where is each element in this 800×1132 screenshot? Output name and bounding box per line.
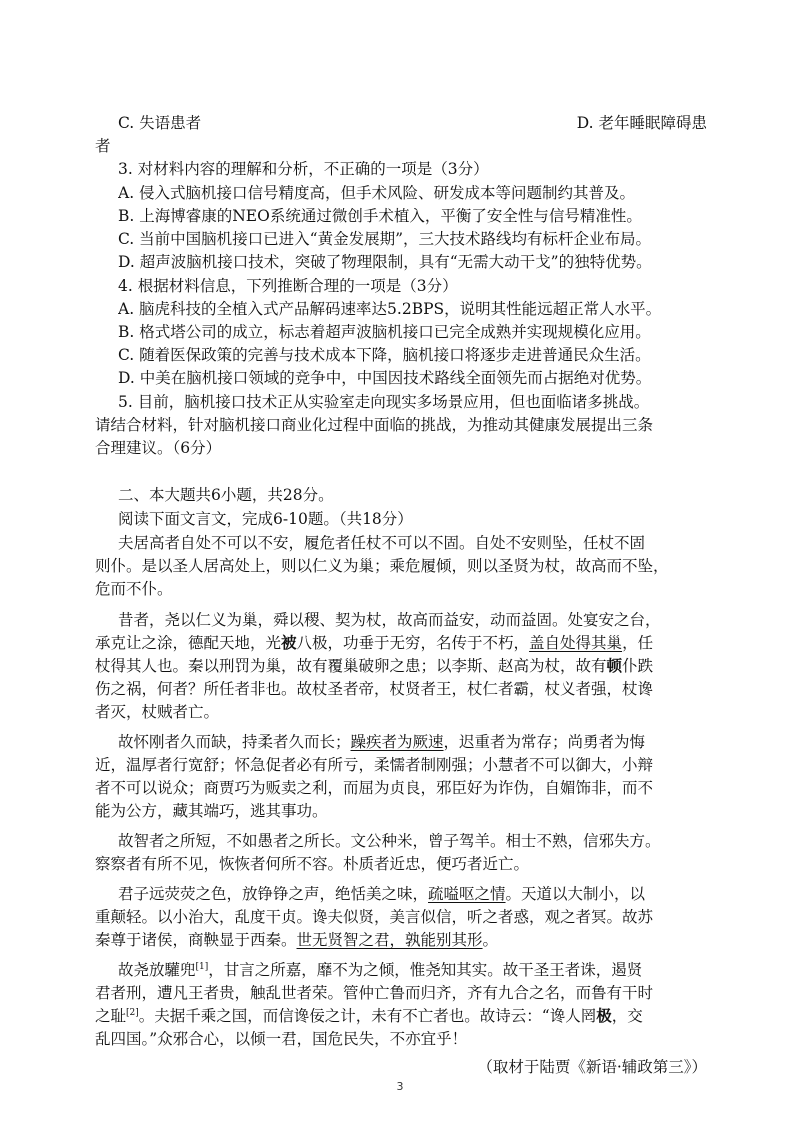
passage-p2-line-4: 伤之祸，何者？所任者非也。故杖圣者帝，杖贤者王，杖仁者霸，杖义者强，杖谗: [95, 680, 654, 698]
q2-option-d: D. 老年睡眠障碍患: [576, 114, 707, 132]
passage-p5-line-3: 秦尊于诸侯，商鞅显于西秦。世无贤智之君，孰能别其形。: [95, 931, 499, 949]
q5-line-3: 合理建议。（6分）: [95, 439, 222, 457]
q4-option-b: B. 格式塔公司的成立，标志着超声波脑机接口已完全成熟并实现规模化应用。: [118, 323, 651, 341]
q5-line-1: 5. 目前，脑机接口技术正从实验室走向现实多场景应用，但也面临诸多挑战。: [118, 393, 650, 411]
passage-p5-line-2: 重颠轻。以小治大，乱度干贞。谗夫似贤，美言似信，听之者惑，观之者冥。故苏: [95, 908, 654, 926]
q3-option-d: D. 超声波脑机接口技术，突破了物理限制，具有“无需大动干戈”的独特优势。: [118, 253, 652, 271]
q4-option-a: A. 脑虎科技的全植入式产品解码速率达5.2BPS，说明其性能远超正常人水平。: [118, 300, 662, 318]
q4-option-c: C. 随着医保政策的完善与技术成本下降，脑机接口将逐步走进普通民众生活。: [118, 346, 651, 364]
bold-char-ji: 极: [596, 1006, 612, 1025]
passage-p2-line-2: 承克让之涂，德配天地，光被八极，功垂于无穷，名传于不朽，盖自处得其巢，任: [95, 633, 654, 652]
passage-p3-line-3: 者不可以说众；商贾巧为贩卖之利，而屈为贞良，邪臣好为诈伪，自媚饰非，而不: [95, 779, 654, 797]
underlined-phrase-3: 疏嗌呕之情: [428, 885, 506, 903]
passage-p4-line-1: 故智者之所短，不如愚者之所长。文公种米，曾子驾羊。相士不熟，信邪失方。: [118, 832, 661, 850]
q3-option-c: C. 当前中国脑机接口已进入“黄金发展期”，三大技术路线均有标杆企业布局。: [118, 230, 652, 248]
q3-option-b: B. 上海博睿康的NEO系统通过微创手术植入，平衡了安全性与信号精准性。: [118, 207, 642, 225]
passage-p1-line-1: 夫居高者自处不可以不安，履危者任杖不可以不固。自处不安则坠，任杖不固: [118, 534, 646, 552]
underlined-phrase-4: 世无贤智之君，孰能别其形: [296, 931, 483, 949]
passage-p6-line-3: 之耻[2]。夫据千乘之国，而信谗佞之计，未有不亡者也。故诗云：“谗人罔极，交: [95, 1006, 643, 1025]
passage-p6-line-2: 君者刑，遭凡王者贵，触乱世者荣。管仲亡鲁而归齐，齐有九合之名，而鲁有干时: [95, 984, 654, 1002]
passage-source: （取材于陆贾《新语·辅政第三》）: [477, 1058, 707, 1076]
q4-option-d: D. 中美在脑机接口领域的竞争中，中国因技术路线全面领先而占据绝对优势。: [118, 369, 652, 387]
q5-line-2: 请结合材料，针对脑机接口商业化过程中面临的挑战，为推动其健康发展提出三条: [95, 416, 654, 434]
passage-p3-line-4: 能为公方，藏其端巧，逃其事功。: [95, 802, 328, 820]
footnote-mark-2: [2]: [126, 1007, 139, 1018]
passage-p2-line-3: 杖得其人也。秦以刑罚为巢，故有覆巢破卵之患；以李斯、赵高为杖，故有顿仆跌: [95, 656, 654, 675]
passage-p6-line-4: 乱四国。”众邪合心，以倾一君，国危民失，不亦宜乎！: [95, 1030, 468, 1048]
page-number: 3: [396, 1080, 404, 1093]
passage-p3-line-2: 近，温厚者行宽舒；怀急促者必有所亏，柔懦者制刚强；小慧者不可以御大，小辩: [95, 756, 654, 774]
passage-p1-line-3: 危而不仆。: [95, 580, 173, 598]
section-2-instruction: 阅读下面文言文，完成6-10题。（共18分）: [118, 510, 413, 528]
passage-p5-line-1: 君子远荧荧之色，放铮铮之声，绝恬美之味，疏嗌呕之情。天道以大制小，以: [118, 885, 646, 903]
passage-p1-line-2: 则仆。是以圣人居高处上，则以仁义为巢；乘危履倾，则以圣贤为杖，故高而不坠，: [95, 557, 669, 575]
q4-stem: 4. 根据材料信息，下列推断合理的一项是（3分）: [118, 277, 458, 295]
section-2-heading: 二、本大题共6小题，共28分。: [118, 486, 334, 504]
bold-char-dun: 顿: [606, 656, 623, 675]
passage-p4-line-2: 察察者有所不见，恢恢者何所不容。朴质者近忠，便巧者近亡。: [95, 855, 530, 873]
underlined-phrase-2: 躁疾者为厥速: [350, 733, 444, 751]
bold-char-bei: 被: [281, 633, 297, 652]
passage-p3-line-1: 故怀刚者久而缺，持柔者久而长；躁疾者为厥速，迟重者为常存；尚勇者为悔: [118, 733, 646, 751]
q3-option-a: A. 侵入式脑机接口信号精度高，但手术风险、研发成本等问题制约其普及。: [118, 184, 636, 202]
passage-p2-line-5: 者灭，杖贼者亡。: [95, 703, 220, 721]
passage-p6-line-1: 故尧放驩兜[1]，甘言之所嘉，靡不为之倾，惟尧知其实。故干圣王者诛，遏贤: [118, 961, 643, 979]
q2-option-c: C. 失语患者: [118, 114, 202, 132]
footnote-mark-1: [1]: [195, 961, 209, 972]
passage-p2-line-1: 昔者，尧以仁义为巢，舜以稷、契为杖，故高而益安，动而益固。处宴安之台，: [118, 611, 661, 629]
underlined-phrase-1: 盖自处得其巢: [529, 634, 623, 652]
q2-option-d-wrap: 者: [95, 137, 111, 155]
q3-stem: 3. 对材料内容的理解和分析，不正确的一项是（3分）: [118, 160, 489, 178]
